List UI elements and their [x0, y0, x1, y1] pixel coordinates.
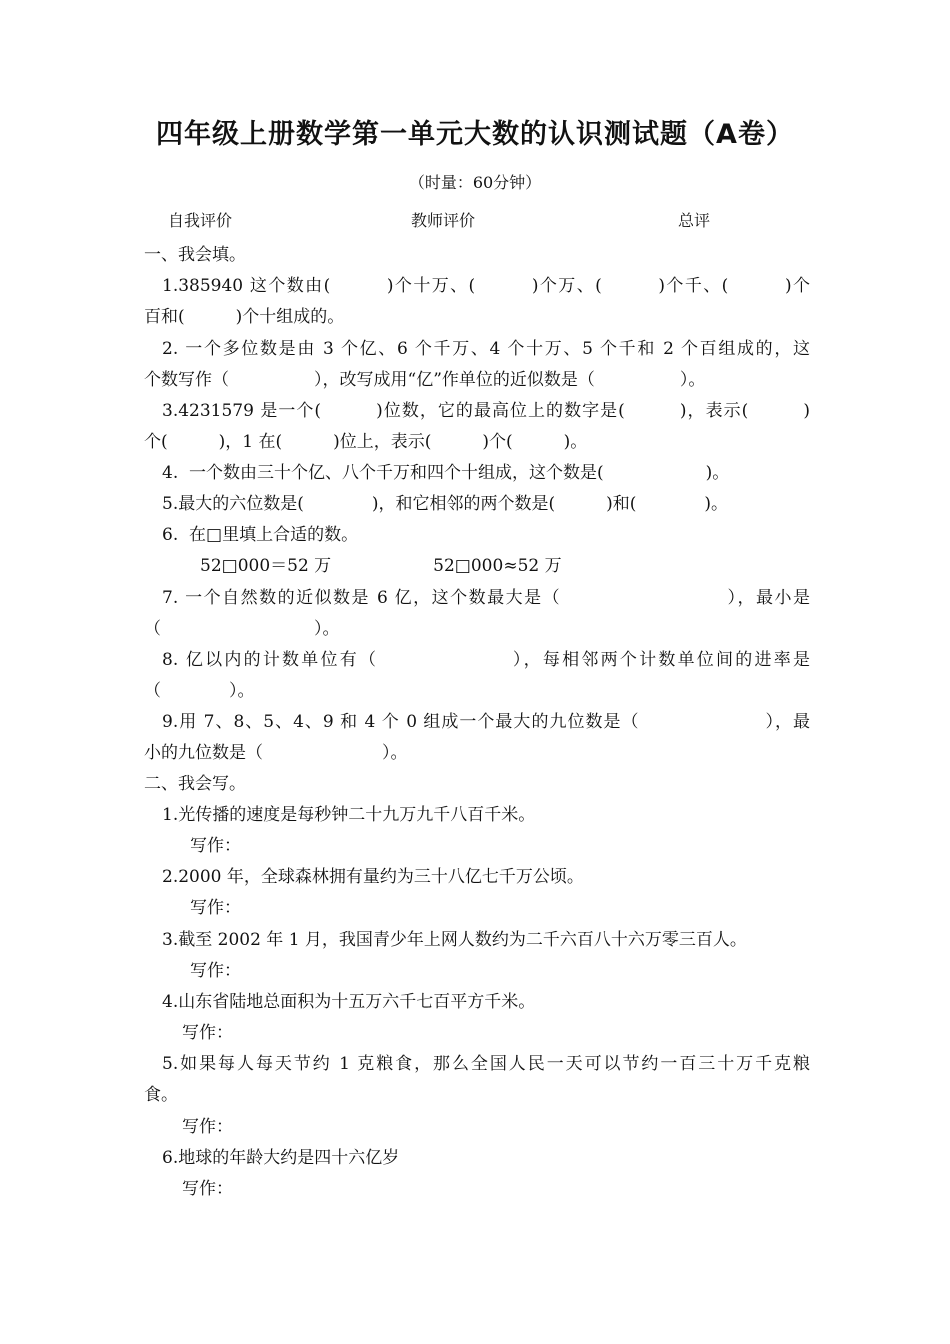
- question-line: 1.385940 这个数由( )个十万、( )个万、( )个千、( )个: [162, 276, 810, 296]
- question-line: 4.山东省陆地总面积为十五万六千七百平方千米。: [162, 992, 536, 1012]
- answer-prompt: 写作：: [190, 898, 241, 918]
- question-line: 5.如果每人每天节约 1 克粮食，那么全国人民一天可以节约一百三十万千克粮: [162, 1054, 810, 1074]
- question-line: 9.用 7、8、5、4、9 和 4 个 0 组成一个最大的九位数是（ ），最: [162, 712, 810, 732]
- question-line: 6. 在□里填上合适的数。: [162, 525, 359, 545]
- question-line: 食。: [144, 1085, 178, 1105]
- question-line: 1.光传播的速度是每秒钟二十九万九千八百千米。: [162, 805, 536, 825]
- answer-prompt: 写作：: [190, 961, 241, 981]
- question-line: 8. 亿以内的计数单位有（ ），每相邻两个计数单位间的进率是: [162, 650, 810, 670]
- time-note: （时量：60分钟）: [408, 173, 542, 192]
- question-line: 2.2000 年，全球森林拥有量约为三十八亿七千万公顷。: [162, 867, 584, 887]
- question-line: 小的九位数是（ ）。: [144, 743, 408, 763]
- question-line: 3.4231579 是一个( )位数，它的最高位上的数字是( )，表示( ): [162, 401, 810, 421]
- question-line: 5.最大的六位数是( )，和它相邻的两个数是( )和( )。: [162, 494, 729, 514]
- answer-prompt: 写作：: [182, 1117, 233, 1137]
- question-line: 6.地球的年龄大约是四十六亿岁: [162, 1148, 400, 1168]
- question-line: 百和( )个十组成的。: [144, 307, 345, 327]
- teacher-evaluation-label: 教师评价: [411, 211, 476, 230]
- question-line: （ ）。: [144, 619, 340, 639]
- overall-evaluation-label: 总评: [678, 211, 711, 230]
- section-heading-write: 二、我会写。: [144, 774, 246, 794]
- question-line: （ ）。: [144, 681, 255, 701]
- self-evaluation-label: 自我评价: [168, 211, 233, 230]
- question-line: 4. 一个数由三十个亿、八个千万和四个十组成，这个数是( )。: [162, 463, 730, 483]
- question-line: 7. 一个自然数的近似数是 6 亿，这个数最大是（ ），最小是: [162, 588, 810, 608]
- question-line: 个数写作（ ），改写成用“亿”作单位的近似数是（ ）。: [144, 370, 706, 390]
- answer-prompt: 写作：: [182, 1023, 233, 1043]
- answer-prompt: 写作：: [190, 836, 241, 856]
- answer-prompt: 写作：: [182, 1179, 233, 1199]
- page-title: 四年级上册数学第一单元大数的认识测试题（A卷）: [156, 119, 794, 150]
- section-heading-fill: 一、我会填。: [144, 245, 246, 265]
- question-line: 2. 一个多位数是由 3 个亿、6 个千万、4 个十万、5 个千和 2 个百组成的，这: [162, 339, 810, 359]
- question-line: 个( )，1 在( )位上，表示( )个( )。: [144, 432, 588, 452]
- question-line: 3.截至 2002 年 1 月，我国青少年上网人数约为二千六百八十六万零三百人。: [162, 930, 747, 950]
- question-line: 52□000＝52 万 52□000≈52 万: [200, 556, 562, 576]
